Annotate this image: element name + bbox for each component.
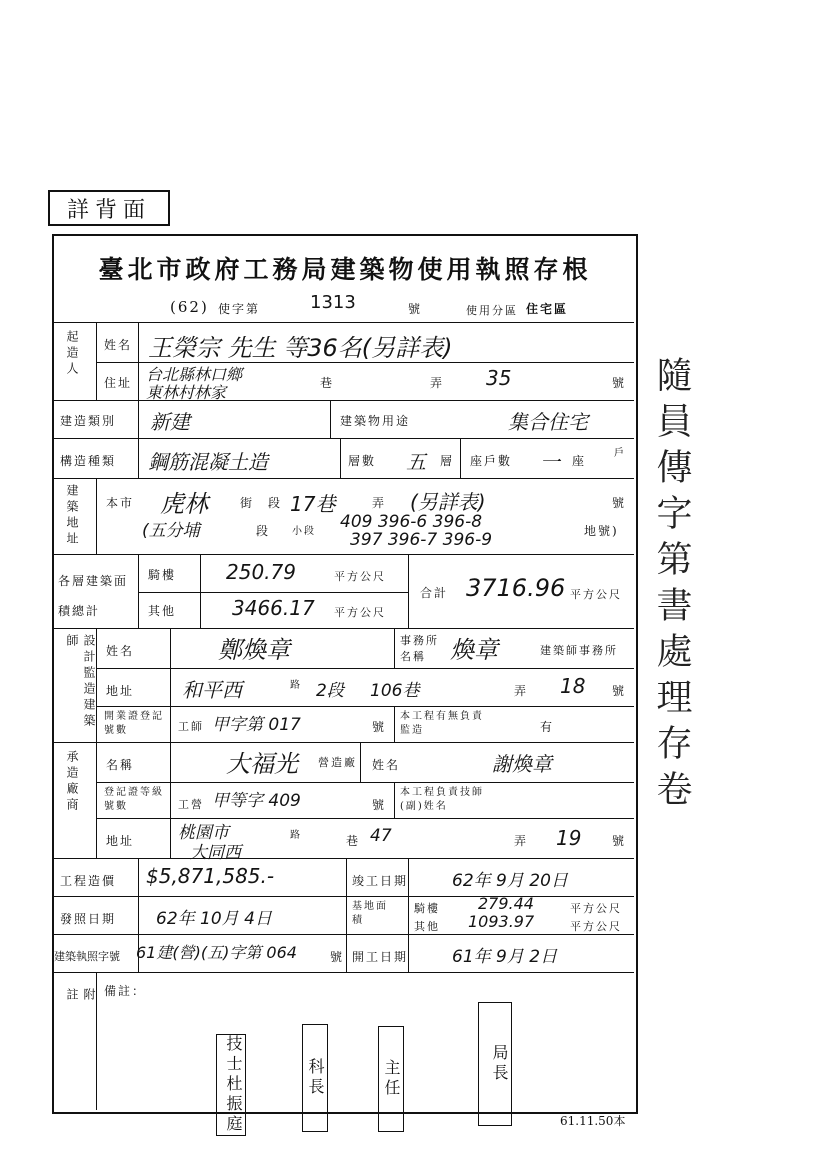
units-unit: 座 bbox=[572, 454, 587, 468]
architect-address-alley: 弄 bbox=[514, 684, 529, 698]
contractor-license-value: 甲等字 409 bbox=[212, 791, 301, 811]
land-arcade-value: 279.44 bbox=[478, 894, 534, 913]
start-label: 開工日期 bbox=[352, 950, 409, 964]
applicant-name-value: 王榮宗 先生 等36名(另詳表) bbox=[148, 334, 453, 362]
architect-license-value: 甲字第 017 bbox=[212, 715, 301, 735]
permit-year: (62) bbox=[170, 298, 209, 316]
architect-license-suffix: 號 bbox=[372, 720, 387, 734]
rule bbox=[394, 782, 395, 818]
area-other-label: 其他 bbox=[148, 604, 177, 618]
contractor-name-suffix: 營造廠 bbox=[318, 756, 357, 769]
permit-number: 1313 bbox=[310, 292, 356, 313]
rule bbox=[52, 322, 634, 323]
rule bbox=[394, 628, 395, 668]
architect-license-prefix: 工師 bbox=[178, 720, 204, 733]
applicant-name-label: 姓名 bbox=[104, 338, 133, 352]
architect-section-label: 設計監造建築師 bbox=[65, 634, 96, 730]
contractor-name-value: 大福光 bbox=[226, 750, 298, 778]
rule bbox=[200, 554, 201, 628]
floors-unit: 層 bbox=[440, 454, 455, 468]
rule bbox=[138, 322, 139, 400]
rule bbox=[52, 858, 634, 859]
land-other-value: 1093.97 bbox=[468, 912, 535, 931]
site-section: 段 bbox=[268, 496, 283, 510]
architect-office-suffix: 建築師事務所 bbox=[540, 644, 618, 657]
contractor-address-no: 47 bbox=[370, 826, 392, 846]
rule bbox=[170, 628, 171, 858]
rule bbox=[394, 706, 395, 742]
floors-value: 五 bbox=[406, 450, 426, 474]
contractor-address-no2: 19 bbox=[556, 826, 582, 850]
applicant-address-hao: 號 bbox=[612, 376, 627, 390]
rule bbox=[96, 322, 97, 400]
contractor-address-alley: 弄 bbox=[514, 834, 529, 848]
area-arcade-value: 250.79 bbox=[226, 560, 296, 584]
rule bbox=[52, 400, 634, 401]
architect-supervise-label: 本工程有無負責監造 bbox=[400, 711, 484, 736]
site-lots-line1: 409 396-6 396-8 bbox=[340, 512, 483, 532]
permit-value-suffix: 號 bbox=[330, 950, 345, 964]
site-subsection-label: 小段 bbox=[292, 526, 316, 537]
floors-label: 層數 bbox=[348, 454, 377, 468]
area-total-unit: 平方公尺 bbox=[570, 588, 622, 601]
households-label: 戶 bbox=[614, 448, 626, 459]
site-road: 虎林 bbox=[160, 490, 208, 518]
site-lane: 17巷 bbox=[290, 492, 336, 516]
architect-address-lane: 106巷 bbox=[370, 681, 420, 701]
use-value: 集合住宅 bbox=[508, 410, 588, 434]
rule bbox=[96, 668, 634, 669]
category-label: 建造類別 bbox=[60, 414, 117, 428]
contractor-license-label: 登記證等級號數 bbox=[104, 787, 164, 812]
start-value: 61年 9月 2日 bbox=[452, 947, 558, 967]
permit-label: 建築執照字號 bbox=[54, 950, 120, 963]
site-lots-line2: 397 396-7 396-9 bbox=[350, 530, 493, 550]
zone-label: 使用分區 bbox=[466, 304, 518, 317]
rule bbox=[360, 742, 361, 782]
site-district: (五分埔 bbox=[142, 521, 200, 541]
form-title: 臺北市政府工務局建築物使用執照存根 bbox=[98, 255, 592, 284]
area-section-label: 各層建築面積總計 bbox=[58, 574, 129, 618]
architect-address-hao: 號 bbox=[612, 684, 627, 698]
rule bbox=[138, 592, 408, 593]
rule bbox=[52, 742, 634, 743]
rule bbox=[96, 706, 634, 707]
land-arcade-label: 騎樓 bbox=[414, 902, 440, 915]
land-other-unit: 平方公尺 bbox=[570, 920, 622, 933]
applicant-address-label: 住址 bbox=[104, 376, 133, 390]
stamp-technician: 技士杜振庭 bbox=[216, 1034, 246, 1136]
complete-value: 62年 9月 20日 bbox=[452, 871, 568, 891]
rule bbox=[52, 896, 634, 897]
contractor-name-label: 名稱 bbox=[106, 758, 135, 772]
architect-license-label: 開業證登記號數 bbox=[104, 711, 164, 736]
applicant-address-lane: 巷 bbox=[320, 376, 335, 390]
applicant-address-line1: 台北縣林口鄉 bbox=[146, 365, 243, 384]
rule bbox=[138, 554, 139, 628]
area-other-unit: 平方公尺 bbox=[334, 606, 386, 619]
complete-label: 竣工日期 bbox=[352, 874, 409, 888]
issue-value: 62年 10月 4日 bbox=[156, 909, 272, 929]
area-total-value: 3716.96 bbox=[466, 574, 566, 602]
rule bbox=[52, 438, 634, 439]
permit-suffix: 號 bbox=[408, 302, 423, 316]
contractor-address-road: 路 bbox=[290, 830, 302, 841]
applicant-address-number: 35 bbox=[486, 366, 512, 390]
stamp-bureau-chief: 局長 bbox=[478, 1002, 512, 1126]
land-arcade-unit: 平方公尺 bbox=[570, 902, 622, 915]
area-arcade-unit: 平方公尺 bbox=[334, 570, 386, 583]
units-value: 一 bbox=[540, 450, 560, 474]
site-hao-unit: 號 bbox=[612, 496, 627, 510]
rule bbox=[408, 554, 409, 628]
rule bbox=[52, 628, 634, 629]
applicant-address-alley: 弄 bbox=[430, 376, 445, 390]
site-road-unit: 街 bbox=[240, 496, 255, 510]
rule bbox=[408, 858, 409, 972]
contractor-person-label: 姓名 bbox=[372, 758, 401, 772]
rule bbox=[52, 554, 634, 555]
permit-value: 61建(營)(五)字第 064 bbox=[136, 943, 297, 962]
rule bbox=[340, 438, 341, 478]
architect-address-label: 地址 bbox=[106, 684, 135, 698]
remarks-side-label: 附註 bbox=[65, 988, 96, 1060]
contractor-address-label: 地址 bbox=[106, 834, 135, 848]
site-alley-unit: 弄 bbox=[372, 496, 387, 510]
applicant-address-line2: 東林村林家 bbox=[146, 383, 227, 402]
site-district-unit: 段 bbox=[256, 524, 271, 538]
use-label: 建築物用途 bbox=[340, 414, 411, 428]
remarks-note-label: 備註： bbox=[104, 984, 147, 998]
rule bbox=[346, 858, 347, 972]
contractor-license-prefix: 工營 bbox=[178, 798, 204, 811]
rule bbox=[330, 400, 331, 438]
document-tag: 詳背面 bbox=[48, 190, 170, 226]
architect-address-number: 18 bbox=[560, 674, 586, 698]
form-code: 61.11.50本 bbox=[560, 1114, 626, 1128]
contractor-person-value: 謝煥章 bbox=[492, 752, 552, 776]
cost-label: 工程造價 bbox=[60, 874, 117, 888]
rule bbox=[96, 782, 634, 783]
permit-prefix: 使字第 bbox=[218, 302, 261, 316]
stamp-section-chief: 科長 bbox=[302, 1024, 328, 1132]
architect-name-label: 姓名 bbox=[106, 644, 135, 658]
site-note: (另詳表) bbox=[410, 490, 486, 514]
site-section-label: 建築地址 bbox=[65, 484, 79, 548]
applicant-section-label: 起造人 bbox=[65, 330, 79, 378]
contractor-address-lane: 巷 bbox=[346, 834, 361, 848]
issue-label: 發照日期 bbox=[60, 912, 117, 926]
structure-label: 構造種類 bbox=[60, 454, 117, 468]
stamp-director: 主任 bbox=[378, 1026, 404, 1132]
site-lot-label: 地號) bbox=[584, 524, 619, 538]
architect-supervise-value: 有 bbox=[540, 720, 555, 734]
structure-value: 鋼筋混凝土造 bbox=[148, 450, 268, 474]
architect-address-value: 和平西 bbox=[182, 678, 242, 702]
architect-office-label: 事務所名稱 bbox=[400, 634, 439, 663]
contractor-section-label: 承造廠商 bbox=[65, 750, 79, 814]
architect-address-section: 2段 bbox=[316, 681, 344, 701]
contractor-address-line1: 桃園市 bbox=[178, 823, 229, 843]
area-other-value: 3466.17 bbox=[232, 596, 315, 620]
category-value: 新建 bbox=[150, 410, 190, 434]
architect-name-value: 鄭煥章 bbox=[218, 636, 290, 664]
rule bbox=[96, 478, 97, 554]
architect-office-value: 煥章 bbox=[450, 636, 498, 664]
rule bbox=[96, 818, 634, 819]
area-arcade-label: 騎樓 bbox=[148, 568, 177, 582]
site-city-label: 本市 bbox=[106, 496, 135, 510]
zone-value: 住宅區 bbox=[526, 302, 569, 316]
units-label: 座戶數 bbox=[470, 454, 513, 468]
architect-address-road: 路 bbox=[290, 680, 302, 691]
rule bbox=[460, 438, 461, 478]
contractor-address-hao: 號 bbox=[612, 834, 627, 848]
rule bbox=[52, 972, 634, 973]
rule bbox=[138, 400, 139, 478]
margin-annotation: 隨員傳字第書處理存卷 bbox=[651, 356, 692, 816]
area-total-label: 合計 bbox=[420, 586, 449, 600]
contractor-address-line2: 大同西 bbox=[190, 843, 241, 863]
rule bbox=[52, 478, 634, 479]
land-other-label: 其他 bbox=[414, 920, 440, 933]
cost-value: $5,871,585.- bbox=[146, 864, 275, 888]
contractor-license-suffix: 號 bbox=[372, 798, 387, 812]
rule bbox=[52, 934, 634, 935]
contractor-engineer-label: 本工程負責技師(副)姓名 bbox=[400, 787, 484, 812]
land-label: 基地面積 bbox=[352, 901, 388, 926]
